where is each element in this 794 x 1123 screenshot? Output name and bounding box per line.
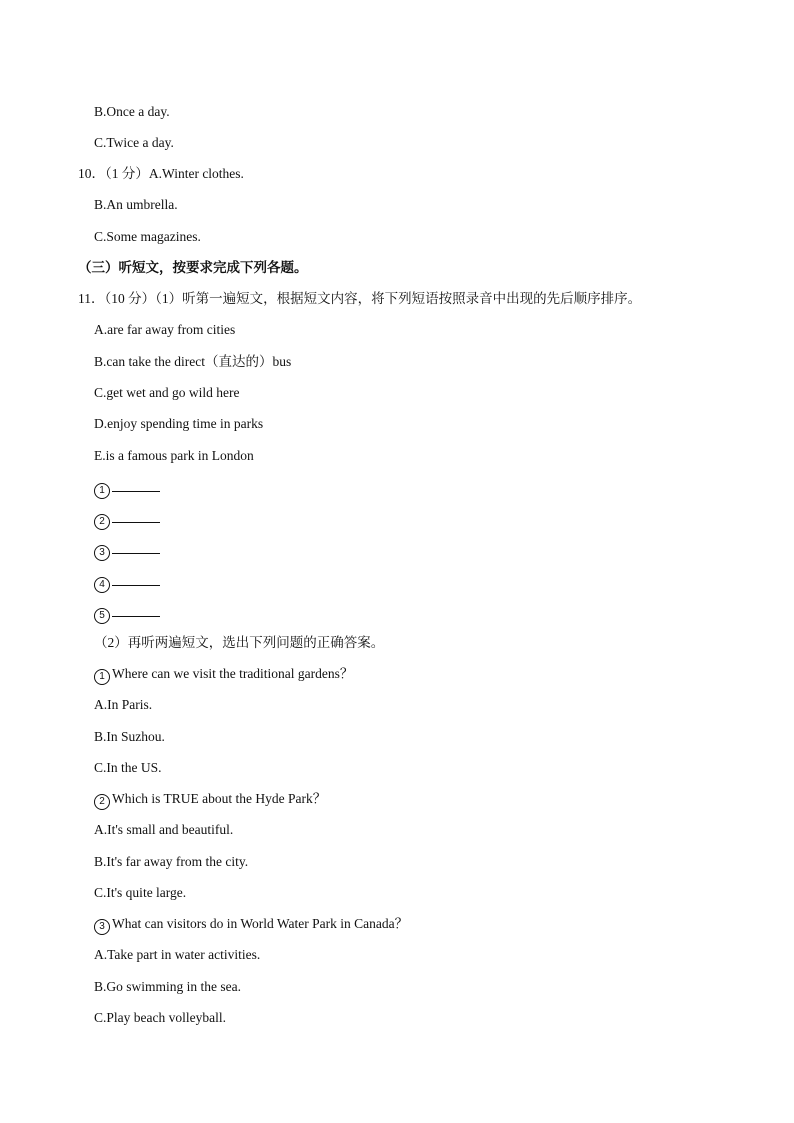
q10-option-c: C.Some magazines. — [94, 229, 201, 244]
q9-option-c: C.Twice a day. — [94, 135, 174, 150]
q10-option-b: B.An umbrella. — [94, 197, 178, 212]
answer-blank-5[interactable] — [94, 604, 160, 624]
subq3-option-b: B.Go swimming in the sea. — [94, 979, 241, 994]
q11-phrase-a: A.are far away from cities — [94, 322, 236, 337]
subquestion-1 — [94, 666, 353, 685]
section-3-heading: （三）听短文，按要求完成下列各题。 — [78, 260, 308, 275]
circled-number: 5 — [94, 608, 110, 624]
blank-line — [112, 479, 160, 492]
circled-number: 3 — [94, 919, 110, 935]
subq3-option-a: A.Take part in water activities. — [94, 947, 261, 962]
circled-number: 2 — [94, 514, 110, 530]
subq3-option-c: C.Play beach volleyball. — [94, 1010, 226, 1025]
subq1-option-b: B.In Suzhou. — [94, 729, 165, 744]
circled-number: 2 — [94, 794, 110, 810]
answer-blank-4[interactable] — [94, 573, 160, 593]
answer-blank-1[interactable] — [94, 479, 160, 499]
q11-phrase-b: B.can take the direct（直达的）bus — [94, 354, 292, 369]
answer-blank-3[interactable] — [94, 541, 160, 561]
subq1-option-c: C.In the US. — [94, 760, 162, 775]
blank-line — [112, 573, 160, 586]
q11-stem: 11．（10 分）（1）听第一遍短文，根据短文内容，将下列短语按照录音中出现的先后顺序排序。 — [78, 291, 642, 306]
subquestion-text: What can visitors do in World Water Park in Canada？ — [112, 916, 409, 931]
subquestion-text: Which is TRUE about the Hyde Park？ — [112, 791, 327, 806]
subq1-option-a: A.In Paris. — [94, 697, 153, 712]
subquestion-text: Where can we visit the traditional gardens？ — [112, 666, 354, 681]
subq2-option-a: A.It's small and beautiful. — [94, 822, 234, 837]
circled-number: 1 — [94, 483, 110, 499]
blank-line — [112, 541, 160, 554]
circled-number: 3 — [94, 545, 110, 561]
q11-phrase-c: C.get wet and go wild here — [94, 385, 240, 400]
answer-blank-2[interactable] — [94, 510, 160, 530]
q9-option-b: B.Once a day. — [94, 104, 170, 119]
blank-line — [112, 510, 160, 523]
subquestion-2 — [94, 791, 326, 810]
subq2-option-c: C.It's quite large. — [94, 885, 187, 900]
subquestion-3 — [94, 916, 408, 935]
q11-phrase-d: D.enjoy spending time in parks — [94, 416, 264, 431]
circled-number: 1 — [94, 669, 110, 685]
q11-phrase-e: E.is a famous park in London — [94, 448, 254, 463]
q10-stem: 10．（1 分）A.Winter clothes. — [78, 166, 244, 181]
blank-line — [112, 604, 160, 617]
circled-number: 4 — [94, 577, 110, 593]
q11-part2-instruction: （2）再听两遍短文，选出下列问题的正确答案。 — [94, 635, 385, 650]
subq2-option-b: B.It's far away from the city. — [94, 854, 249, 869]
